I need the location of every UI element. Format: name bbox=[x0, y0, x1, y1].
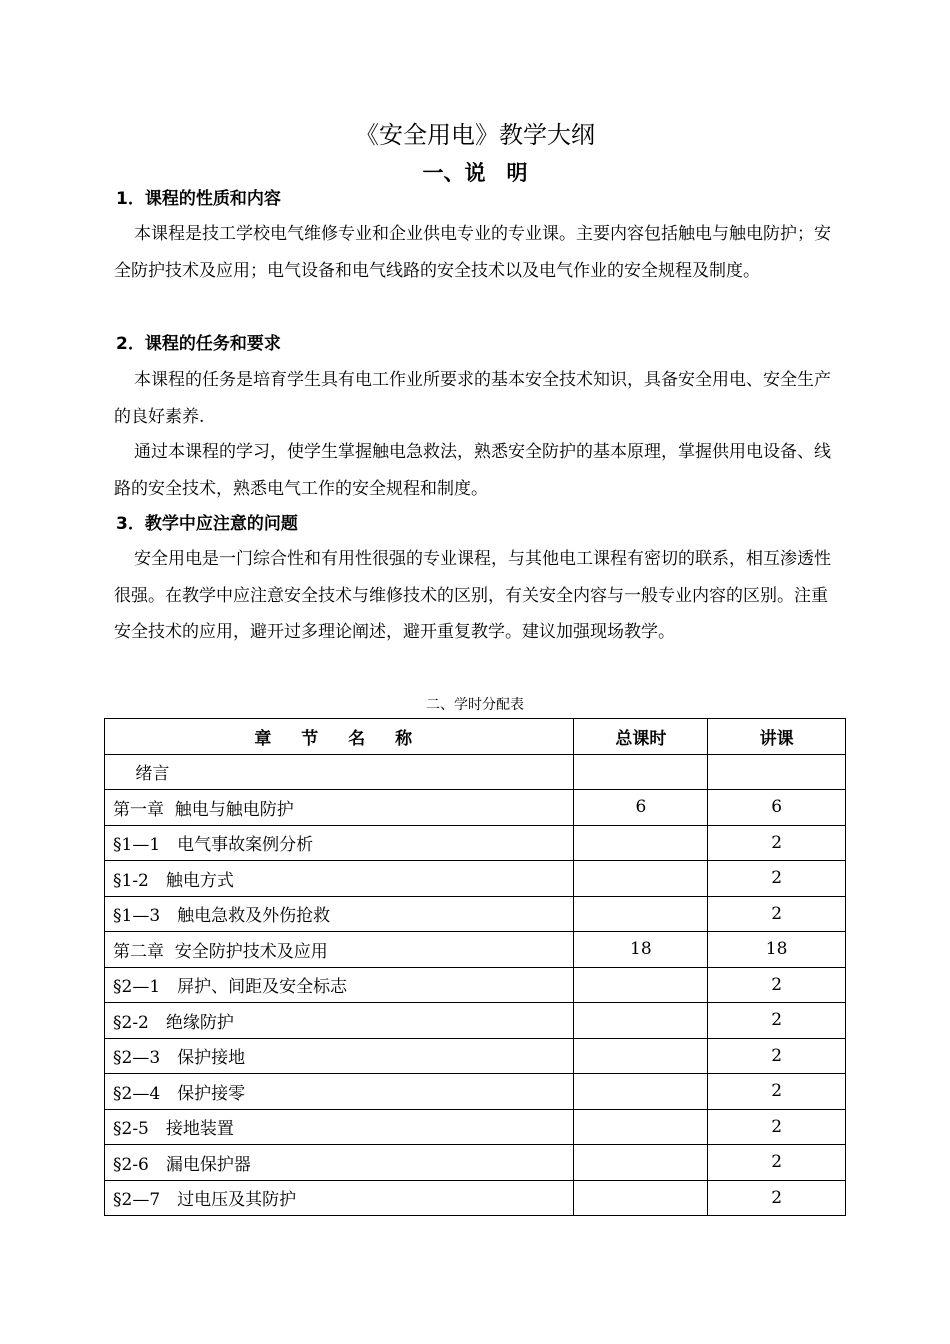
header-chapter-name: 章 节 名 称 bbox=[105, 719, 574, 755]
cell-chapter-name: 绪言 bbox=[105, 754, 574, 790]
cell-total-hours bbox=[574, 754, 708, 790]
cell-total-hours bbox=[574, 1145, 708, 1181]
table-caption: 二、学时分配表 bbox=[426, 697, 524, 713]
cell-total-hours bbox=[574, 1180, 708, 1216]
cell-lecture-hours: 2 bbox=[708, 967, 846, 1003]
table-row bbox=[105, 1145, 846, 1181]
table-row bbox=[105, 1003, 846, 1039]
cell-lecture-hours: 2 bbox=[708, 896, 846, 932]
cell-total-hours bbox=[574, 1109, 708, 1145]
table-header-row bbox=[105, 719, 846, 755]
cell-chapter-name: §2—4 保护接零 bbox=[105, 1074, 574, 1110]
cell-total-hours bbox=[574, 1038, 708, 1074]
cell-lecture-hours: 2 bbox=[708, 1145, 846, 1181]
paragraph-course-tasks-1: 本课程的任务是培育学生具有电工作业所要求的基本安全技术知识，具备安全用电、安全生产的良好素养. bbox=[114, 370, 831, 427]
cell-lecture-hours: 2 bbox=[708, 1109, 846, 1145]
cell-total-hours bbox=[574, 1003, 708, 1039]
table-row bbox=[105, 932, 846, 968]
cell-lecture-hours: 6 bbox=[708, 790, 846, 826]
table-row bbox=[105, 754, 846, 790]
table-row bbox=[105, 1038, 846, 1074]
subheading-course-nature: 1．课程的性质和内容 bbox=[116, 189, 281, 209]
cell-lecture-hours: 2 bbox=[708, 1074, 846, 1110]
table-row bbox=[105, 896, 846, 932]
subheading-teaching-notes: 3．教学中应注意的问题 bbox=[116, 514, 298, 534]
cell-chapter-name: §2—3 保护接地 bbox=[105, 1038, 574, 1074]
table-row bbox=[105, 967, 846, 1003]
table-row bbox=[105, 1109, 846, 1145]
cell-chapter-name: 第一章 触电与触电防护 bbox=[105, 790, 574, 826]
document-title: 《安全用电》教学大纲 bbox=[355, 121, 595, 149]
cell-total-hours bbox=[574, 967, 708, 1003]
header-total-hours: 总课时 bbox=[574, 719, 708, 755]
cell-chapter-name: 第二章 安全防护技术及应用 bbox=[105, 932, 574, 968]
cell-total-hours bbox=[574, 861, 708, 897]
cell-total-hours: 6 bbox=[574, 790, 708, 826]
hours-allocation-table bbox=[104, 718, 846, 1216]
table-row bbox=[105, 861, 846, 897]
cell-chapter-name: §1—3 触电急救及外伤抢救 bbox=[105, 896, 574, 932]
table-row bbox=[105, 825, 846, 861]
table-row bbox=[105, 1180, 846, 1216]
paragraph-course-nature: 本课程是技工学校电气维修专业和企业供电专业的专业课。主要内容包括触电与触电防护；安全防护技术及应用；电气设备和电气线路的安全技术以及电气作业的安全规程及制度。 bbox=[114, 224, 831, 281]
cell-lecture-hours: 2 bbox=[708, 1180, 846, 1216]
cell-lecture-hours: 18 bbox=[708, 932, 846, 968]
cell-chapter-name: §2-2 绝缘防护 bbox=[105, 1003, 574, 1039]
cell-total-hours bbox=[574, 1074, 708, 1110]
cell-lecture-hours bbox=[708, 754, 846, 790]
cell-chapter-name: §2—1 屏护、间距及安全标志 bbox=[105, 967, 574, 1003]
cell-lecture-hours: 2 bbox=[708, 825, 846, 861]
paragraph-course-tasks-2: 通过本课程的学习，使学生掌握触电急救法，熟悉安全防护的基本原理，掌握供用电设备、线路的安全技术，熟悉电气工作的安全规程和制度。 bbox=[114, 442, 831, 499]
section-heading-explanation: 一、说 明 bbox=[422, 161, 528, 185]
cell-chapter-name: §2-6 漏电保护器 bbox=[105, 1145, 574, 1181]
cell-total-hours: 18 bbox=[574, 932, 708, 968]
subheading-course-tasks: 2．课程的任务和要求 bbox=[116, 334, 281, 354]
table-body bbox=[105, 754, 846, 1216]
paragraph-teaching-notes: 安全用电是一门综合性和有用性很强的专业课程，与其他电工课程有密切的联系，相互渗透性很强。在教学中应注意安全技术与维修技术的区别，有关安全内容与一般专业内容的区别。注重安全技术的应用，避开过多理论阐述，避开重复教学。建议加强现场教学。 bbox=[114, 549, 831, 642]
cell-chapter-name: §2—7 过电压及其防护 bbox=[105, 1180, 574, 1216]
cell-total-hours bbox=[574, 825, 708, 861]
header-lecture-hours: 讲课 bbox=[708, 719, 846, 755]
cell-lecture-hours: 2 bbox=[708, 1038, 846, 1074]
cell-chapter-name: §1-2 触电方式 bbox=[105, 861, 574, 897]
cell-lecture-hours: 2 bbox=[708, 1003, 846, 1039]
table-row bbox=[105, 790, 846, 826]
table-row bbox=[105, 1074, 846, 1110]
cell-chapter-name: §1—1 电气事故案例分析 bbox=[105, 825, 574, 861]
cell-chapter-name: §2-5 接地装置 bbox=[105, 1109, 574, 1145]
cell-lecture-hours: 2 bbox=[708, 861, 846, 897]
cell-total-hours bbox=[574, 896, 708, 932]
